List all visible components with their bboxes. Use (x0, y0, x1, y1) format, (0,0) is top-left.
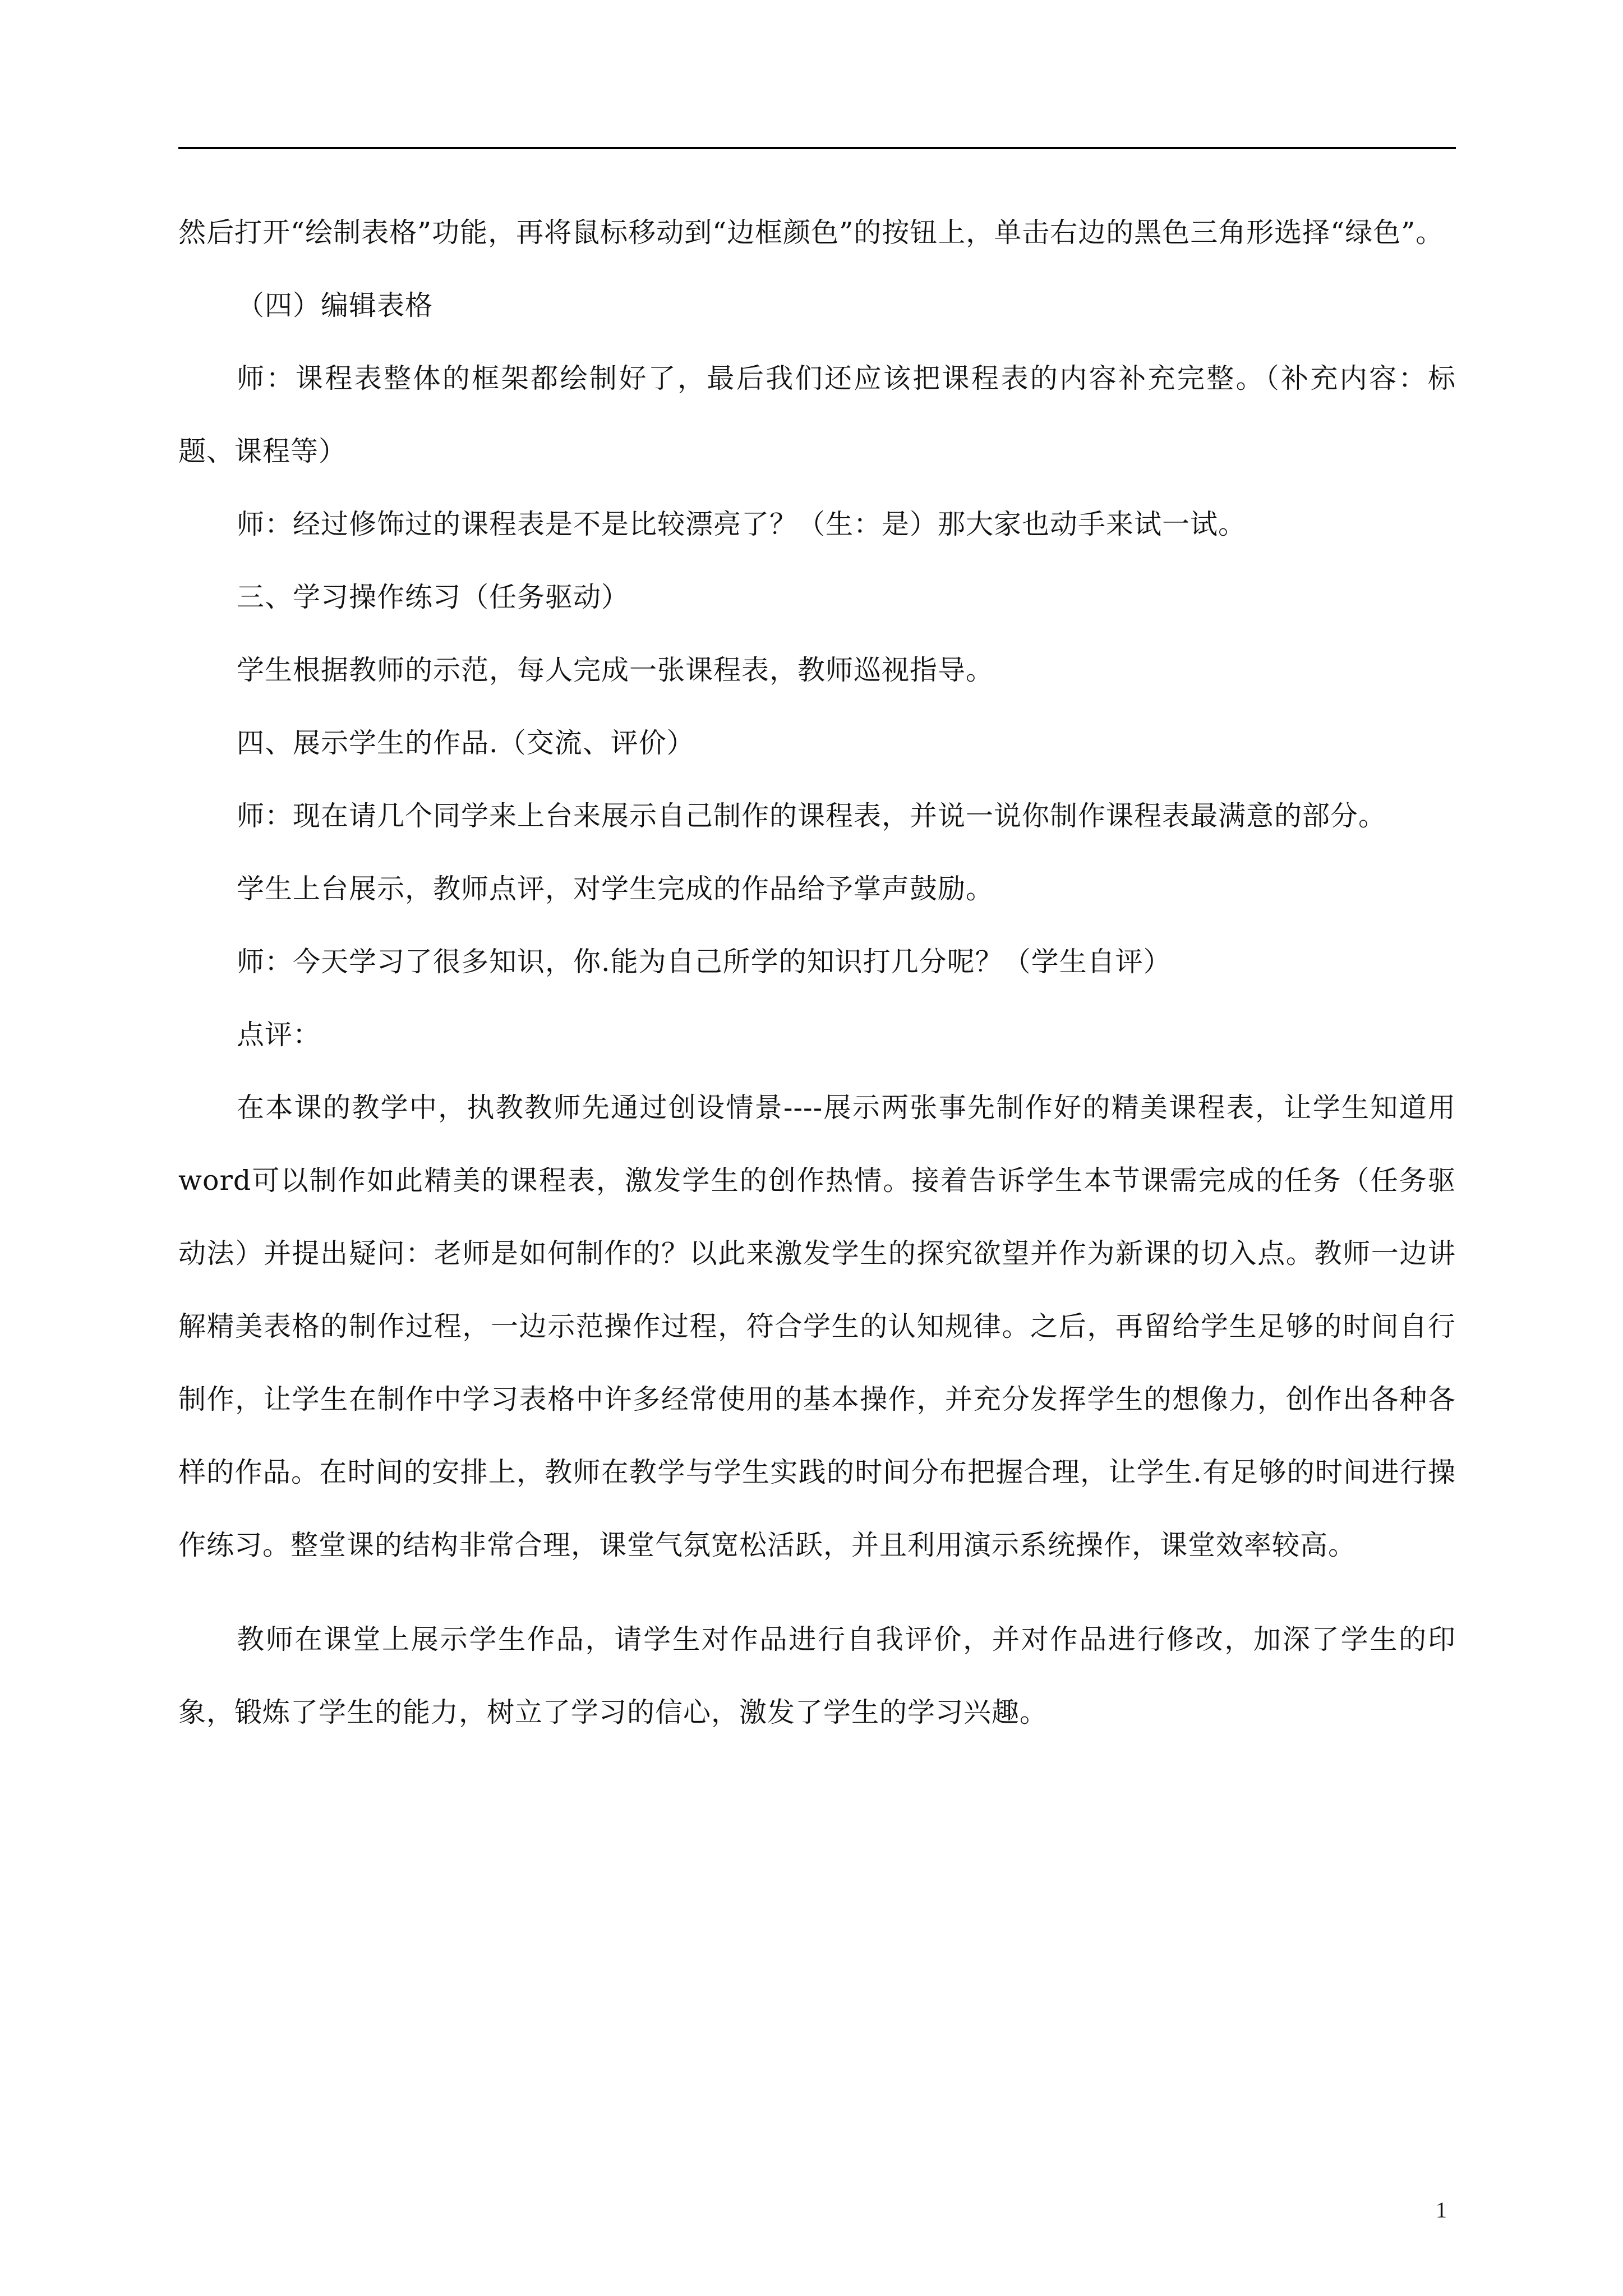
paragraph-teacher-invite: 师：现在请几个同学来上台来展示自己制作的课程表，并说一说你制作课程表最满意的部分。 (237, 800, 1387, 832)
page-number: 1 (1436, 2197, 1447, 2223)
paragraph-comment-body: 在本课的教学中，执教教师先通过创设情景----展示两张事先制作好的精美课程表，让学生知道用word可以制作如此精美的课程表，激发学生的创作热情。接着告诉学生本节课需完成的任务（任务驱动法）并提出疑问：老师是如何制作的？以此来激发学生的探究欲望并作为新课的切入点。教师一边讲解精美表格的制作过程，一边示范操作过程，符合学生的认知规律。之后，再留给学生足够的时间自行制作，让学生在制作中学习表格中许多经常使用的基本操作，并充分发挥学生的想像力，创作出各种各样的作品。在时间的安排上，教师在教学与学生实践的时间分布把握合理，让学生.有足够的时间进行操作练习。整堂课的结构非常合理，课堂气氛宽松活跃，并且利用演示系统操作，课堂效率较高。 (178, 1092, 1456, 1561)
paragraph-teacher-complete-table: 师：课程表整体的框架都绘制好了，最后我们还应该把课程表的内容补充完整。（补充内容：标题、课程等） (178, 362, 1456, 467)
paragraph-border-color: 然后打开“绘制表格”功能，再将鼠标移动到“边框颜色”的按钮上，单击右边的黑色三角形选择“绿色”。 (178, 217, 1444, 249)
heading-practice: 三、学习操作练习（任务驱动） (237, 581, 630, 613)
header-rule (178, 147, 1456, 149)
heading-edit-table: （四）编辑表格 (237, 289, 434, 321)
paragraph-comment-conclusion: 教师在课堂上展示学生作品，请学生对作品进行自我评价，并对作品进行修改，加深了学生的印象，锻炼了学生的能力，树立了学习的信心，激发了学生的学习兴趣。 (178, 1623, 1456, 1728)
paragraph-student-practice: 学生根据教师的示范，每人完成一张课程表，教师巡视指导。 (237, 654, 994, 686)
heading-comment: 点评： (237, 1019, 321, 1051)
paragraph-teacher-try: 师：经过修饰过的课程表是不是比较漂亮了？（生：是）那大家也动手来试一试。 (237, 508, 1247, 540)
paragraph-gap (178, 1582, 1456, 1603)
heading-show-works: 四、展示学生的作品.（交流、评价） (237, 727, 695, 759)
paragraph-self-evaluation: 师：今天学习了很多知识，你.能为自己所学的知识打几分呢？（学生自评） (237, 946, 1172, 978)
paragraph-student-present: 学生上台展示，教师点评，对学生完成的作品给予掌声鼓励。 (237, 873, 994, 905)
document-body (178, 196, 1456, 1749)
